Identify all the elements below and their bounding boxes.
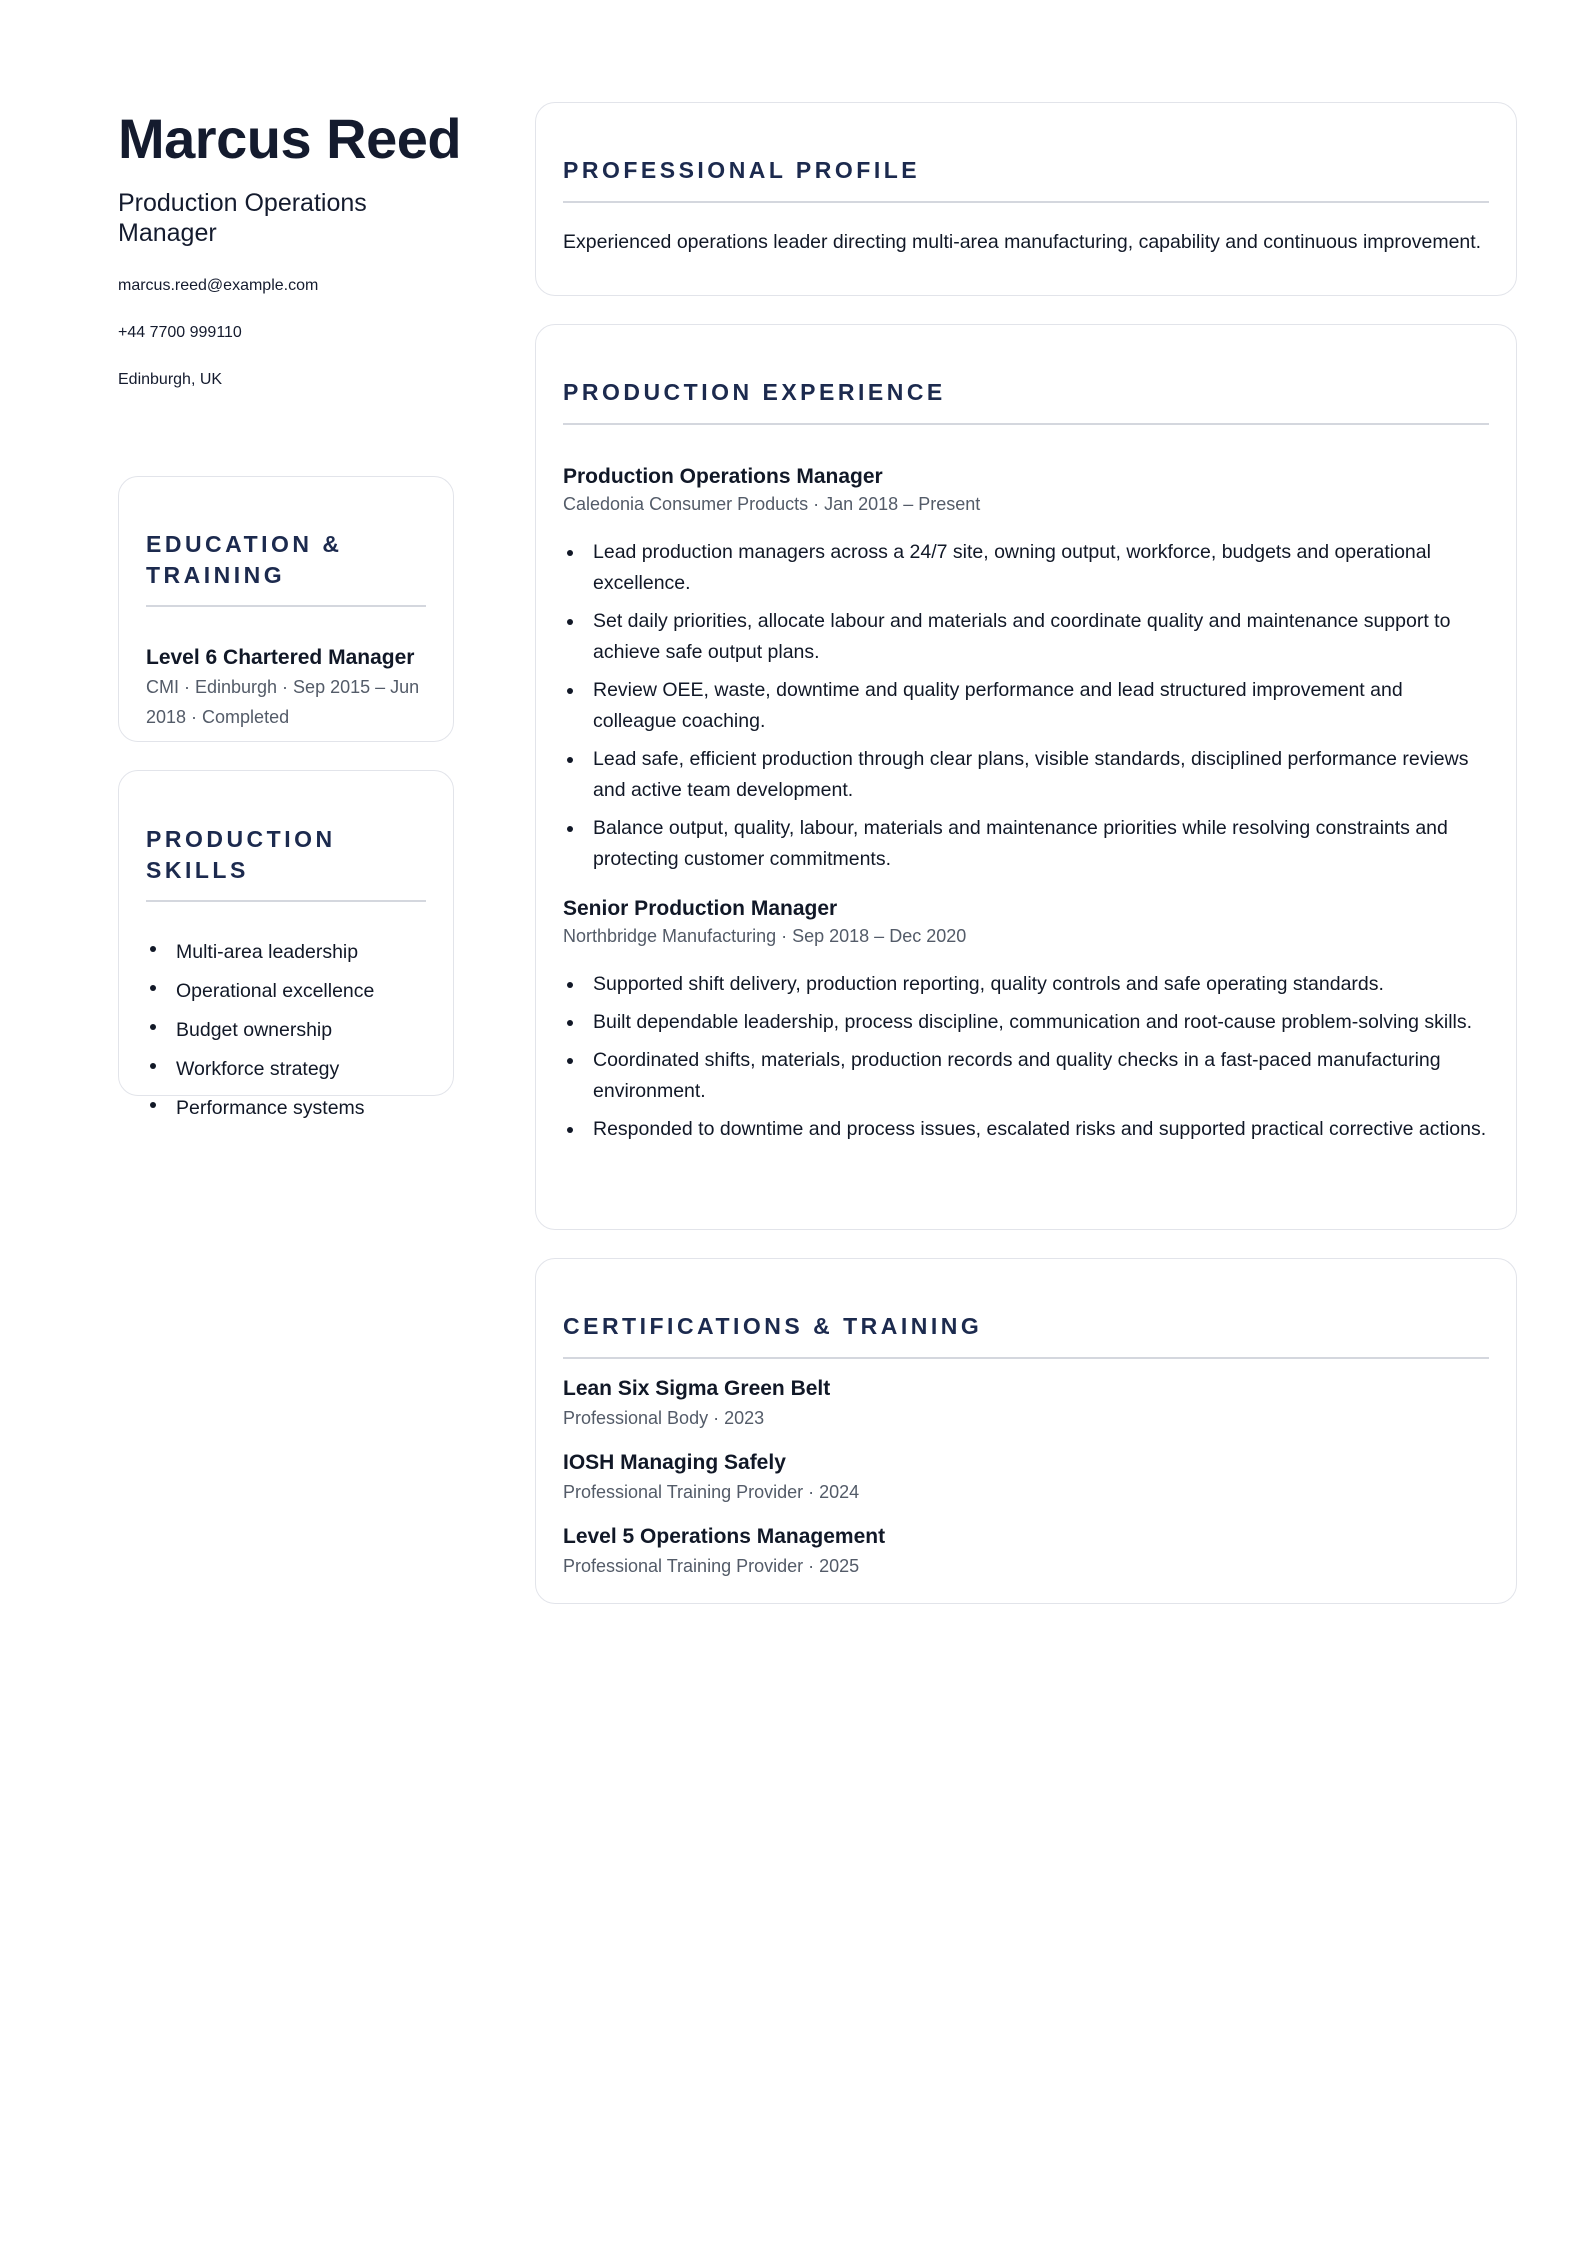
- profile-section-title: PROFESSIONAL PROFILE: [563, 157, 921, 183]
- certification-meta: Professional Body · 2023: [563, 1408, 765, 1428]
- candidate-role: Production Operations Manager: [118, 189, 367, 247]
- job-title: Senior Production Manager: [563, 897, 838, 920]
- section-divider: [563, 423, 1489, 425]
- list-item: Multi-area leadership: [146, 933, 426, 972]
- skills-list: [146, 933, 426, 1128]
- job-bullets: [563, 969, 1489, 1145]
- experience-card: [535, 324, 1517, 1230]
- list-item: Lead production managers across a 24/7 site, owning output, workforce, budgets and operational excellence.: [563, 537, 1489, 599]
- sidebar: [118, 100, 462, 417]
- section-divider: [563, 1357, 1489, 1359]
- list-item: Review OEE, waste, downtime and quality performance and lead structured improvement and colleague coaching.: [563, 675, 1489, 737]
- list-item: Set daily priorities, allocate labour and materials and coordinate quality and maintenance support to achieve safe output plans.: [563, 606, 1489, 668]
- contact-email[interactable]: marcus.reed@example.com: [118, 277, 319, 294]
- contact-phone[interactable]: +44 7700 999110: [118, 324, 242, 341]
- job-meta: Northbridge Manufacturing · Sep 2018 – Dec 2020: [563, 926, 967, 946]
- list-item: Budget ownership: [146, 1011, 426, 1050]
- list-item: Lead safe, efficient production through clear plans, visible standards, disciplined performance reviews and active team development.: [563, 744, 1489, 806]
- section-divider: [146, 900, 426, 902]
- list-item: Coordinated shifts, materials, production records and quality checks in a fast-paced manufacturing environment.: [563, 1045, 1489, 1107]
- section-divider: [563, 201, 1489, 203]
- list-item: Responded to downtime and process issues, escalated risks and supported practical corrective actions.: [563, 1114, 1489, 1145]
- certification-meta: Professional Training Provider · 2024: [563, 1482, 860, 1502]
- list-item: Performance systems: [146, 1089, 426, 1128]
- education-card: [118, 476, 454, 742]
- job-title: Production Operations Manager: [563, 465, 883, 488]
- list-item: Supported shift delivery, production reporting, quality controls and safe operating standards.: [563, 969, 1489, 1000]
- certification-title: Lean Six Sigma Green Belt: [563, 1377, 831, 1400]
- profile-summary: Experienced operations leader directing multi-area manufacturing, capability and continuous improvement.: [563, 231, 1482, 253]
- skills-card: [118, 770, 454, 1119]
- list-item: Workforce strategy: [146, 1050, 426, 1089]
- list-item: Balance output, quality, labour, materials and maintenance priorities while resolving constraints and protecting customer commitments.: [563, 813, 1489, 875]
- education-section-title: EDUCATION & TRAINING: [146, 531, 343, 588]
- list-item: Built dependable leadership, process discipline, communication and root-cause problem-solving skills.: [563, 1007, 1489, 1038]
- certification-title: Level 5 Operations Management: [563, 1525, 886, 1548]
- education-entry-title: Level 6 Chartered Manager: [146, 646, 415, 669]
- certification-title: IOSH Managing Safely: [563, 1451, 786, 1474]
- section-divider: [146, 605, 426, 607]
- skills-section-title: PRODUCTION SKILLS: [146, 826, 336, 883]
- job-meta: Caledonia Consumer Products · Jan 2018 – Present: [563, 494, 981, 514]
- profile-card: [535, 102, 1517, 296]
- certifications-section-title: CERTIFICATIONS & TRAINING: [563, 1313, 983, 1339]
- certification-meta: Professional Training Provider · 2025: [563, 1556, 860, 1576]
- candidate-name: Marcus Reed: [118, 107, 462, 170]
- job-bullets: [563, 537, 1489, 875]
- certifications-card: [535, 1258, 1517, 1604]
- contact-list: [118, 276, 452, 417]
- contact-location: Edinburgh, UK: [118, 371, 223, 388]
- list-item: Operational excellence: [146, 972, 426, 1011]
- experience-section-title: PRODUCTION EXPERIENCE: [563, 379, 946, 405]
- education-entry-meta: CMI · Edinburgh · Sep 2015 – Jun 2018 · Completed: [146, 677, 420, 727]
